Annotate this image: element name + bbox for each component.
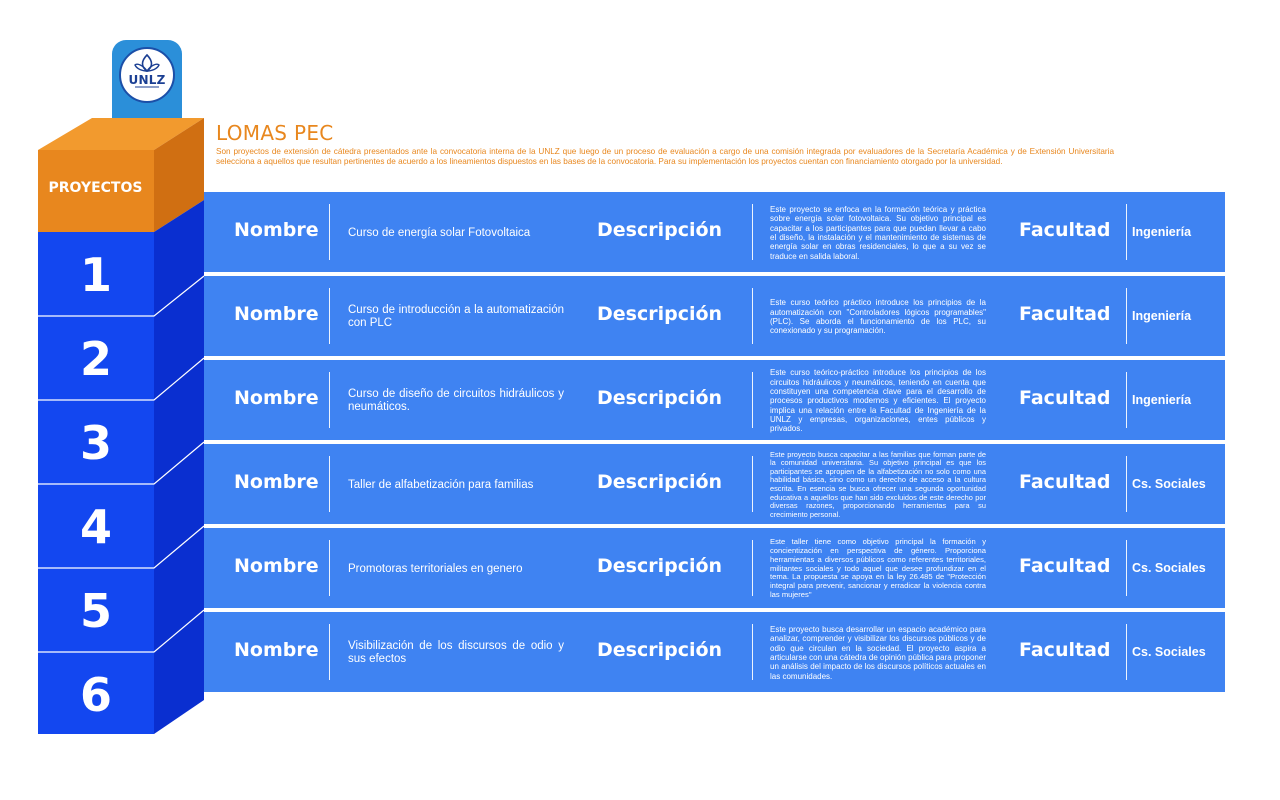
nombre-label: Nombre <box>234 555 319 577</box>
divider <box>752 540 753 596</box>
project-faculty: Ingeniería <box>1132 225 1192 239</box>
divider <box>1126 456 1127 512</box>
divider <box>752 624 753 680</box>
project-row-3 <box>204 360 1225 440</box>
facultad-label: Facultad <box>1019 555 1111 577</box>
nombre-label: Nombre <box>234 219 319 241</box>
nombre-label: Nombre <box>234 471 319 493</box>
project-name: Curso de introducción a la automatización con PLC <box>348 304 564 329</box>
divider <box>752 288 753 344</box>
project-number-6: 6 <box>79 668 112 722</box>
project-description: Este proyecto busca capacitar a las familias que forman parte de la comunidad universitaria. Su objetivo principal es que los participantes se apropien de la alfabetización no solo como una habilidad básica, sino como un derecho de acceso a la cultura escrita. En esencia se busca ofrecer una segunda oportunidad educativa a aquellos que han sido excluidos de este derecho por diversas razones, proporcionando herramientas para su crecimiento personal. <box>770 449 986 519</box>
divider <box>1126 204 1127 260</box>
divider <box>1126 372 1127 428</box>
divider <box>329 372 330 428</box>
project-row-2 <box>204 276 1225 356</box>
divider <box>1126 288 1127 344</box>
project-description: Este taller tiene como objetivo principal la formación y concientización en perspectiva de género. Proporciona herramientas a diversos públicos como referentes territoriales, militantes sociales y todo aquel que desee profundizar en el tema. La propuesta se apoya en la ley 26.485 de "Protección integral para prevenir, sancionar y erradicar la violencia contra las mujeres" <box>770 537 986 599</box>
descripcion-label: Descripción <box>597 219 723 241</box>
nombre-label: Nombre <box>234 303 319 325</box>
divider <box>752 204 753 260</box>
projects-label: PROYECTOS <box>48 180 143 196</box>
project-name: Taller de alfabetización para familias <box>348 478 534 491</box>
facultad-label: Facultad <box>1019 219 1111 241</box>
descripcion-label: Descripción <box>597 555 723 577</box>
project-number-3: 3 <box>79 416 112 470</box>
project-description: Este proyecto busca desarrollar un espacio académico para analizar, comprender y visibilizar los discursos públicos y de odio que circulan en la sociedad. El proyecto aspira a articularse con una cátedra de opinión pública para proponer un análisis del impacto de los discursos políticos actuales en las comunidades. <box>770 625 986 681</box>
divider <box>1126 540 1127 596</box>
project-faculty: Ingeniería <box>1132 309 1192 323</box>
facultad-label: Facultad <box>1019 303 1111 325</box>
logo-text: UNLZ <box>128 73 166 87</box>
divider <box>752 372 753 428</box>
project-name: Promotoras territoriales en genero <box>348 562 523 575</box>
blue-tower-front <box>38 232 154 734</box>
descripcion-label: Descripción <box>597 471 723 493</box>
divider <box>329 456 330 512</box>
divider <box>1126 624 1127 680</box>
page-title: LOMAS PEC <box>216 121 334 145</box>
descripcion-label: Descripción <box>597 387 723 409</box>
project-description: Este curso teórico práctico introduce los principios de la automatización con "Controladores lógicos programables" (PLC). Se aborda el funcionamiento de los PLC, su conexionado y su programación. <box>770 298 986 336</box>
descripcion-label: Descripción <box>597 303 723 325</box>
nombre-label: Nombre <box>234 639 319 661</box>
facultad-label: Facultad <box>1019 639 1111 661</box>
divider <box>752 456 753 512</box>
facultad-label: Facultad <box>1019 387 1111 409</box>
project-number-2: 2 <box>79 332 112 386</box>
project-name: Curso de diseño de circuitos hidráulicos y neumáticos. <box>348 388 564 413</box>
project-faculty: Cs. Sociales <box>1132 645 1206 659</box>
project-description: Este curso teórico-práctico introduce los principios de los circuitos hidráulicos y neumáticos, teniendo en cuenta que constituyen una competencia clave para el desarrollo de procesos productivos modernos y eficientes. El proyecto implica una relación entre la Facultad de Ingeniería de la UNLZ y empresas, organizaciones, entes públicos y privados. <box>770 368 986 434</box>
project-number-5: 5 <box>79 584 112 638</box>
facultad-label: Facultad <box>1019 471 1111 493</box>
project-row-4 <box>204 444 1225 524</box>
descripcion-label: Descripción <box>597 639 723 661</box>
project-name: Visibilización de los discursos de odio y sus efectos <box>348 640 564 665</box>
project-faculty: Cs. Sociales <box>1132 561 1206 575</box>
project-row-6 <box>204 612 1225 692</box>
divider <box>329 624 330 680</box>
project-description: Este proyecto se enfoca en la formación teórica y práctica sobre energía solar fotovoltaica. Su objetivo principal es capacitar a los participantes para que puedan llevar a cabo el diseño, la instalación y el mantenimiento de sistemas de energía solar en obras residenciales, lo que a su vez se traduce en salida laboral. <box>770 205 986 261</box>
project-name: Curso de energía solar Fotovoltaica <box>348 226 531 239</box>
project-row-5 <box>204 528 1225 608</box>
project-row-1 <box>204 192 1225 272</box>
divider <box>329 288 330 344</box>
project-faculty: Ingeniería <box>1132 393 1192 407</box>
nombre-label: Nombre <box>234 387 319 409</box>
project-faculty: Cs. Sociales <box>1132 477 1206 491</box>
divider <box>329 540 330 596</box>
divider <box>329 204 330 260</box>
project-number-1: 1 <box>79 248 112 302</box>
intro-text: Son proyectos de extensión de cátedra presentados ante la convocatoria interna de la UNLZ que luego de un proceso de evaluación a cargo de una comisión integrada por evaluadores de la Secretaría Académica y de Extensión Universitaria selecciona a aquellos que resultan pertinentes de acuerdo a los lineamientos dispuestos en las bases de la convocatoria. Para su implementación los proyectos cuentan con financiamiento otorgado por la universidad. <box>216 147 1114 167</box>
blue-tower-side <box>154 200 204 734</box>
project-number-4: 4 <box>79 500 112 554</box>
